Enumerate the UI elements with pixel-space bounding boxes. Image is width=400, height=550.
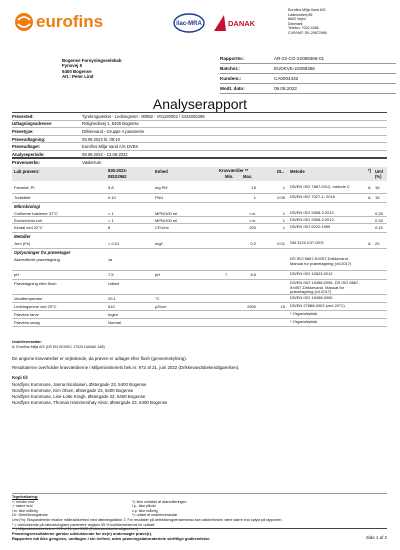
customer-line: Att.: Peter Lind [62,74,94,80]
copy-to-line: Nordfyns Kommune, Kim Olsen, Østergade 23, 5400 Bogense [12,387,134,393]
address-line: Eurofins Miljø Vand A/S [288,8,326,12]
table-row [12,271,387,280]
section-title: Oplysninger fra prøvetager [14,250,71,255]
sample-value: 09.08.2022 - 13.08.2022 [82,151,128,157]
header-unit: Enhed [155,169,168,174]
header-dl: DL. [277,169,284,174]
cell-name: Prøvens smag [14,320,40,325]
subcontractor-title: Underleverandør: [12,340,42,344]
cell-flag: A [368,185,371,190]
sample-value: Eurofins Miljø Vand A/S DVEK [82,144,139,150]
cell-method: DS/EN ISO 7887:2012, metode C [290,184,350,189]
legend-item: *): ikke omfattet af akkrediteringen [132,499,187,504]
sample-info [12,112,387,159]
cell-result: 5.8 [108,185,114,190]
eurofins-logo-icon [14,12,34,32]
address-line: Telefon: 7022 4266 [288,26,319,31]
table-section-heading [12,233,387,240]
cell-unit: pH [155,272,161,277]
ilac-mra-icon [172,12,206,34]
header-max: Max. [243,174,253,179]
copy-to-line: Nordfyns Kommune, Janna Nicolaisen, Østergade 23, 5400 Bogense [12,381,147,387]
table-row [12,311,387,319]
cell-unit: FNU [155,195,164,200]
danak-logo [212,11,256,35]
customer-line: Fynsvej 5 [62,63,83,69]
cell-name: Prøvetagning efter flush [14,281,57,286]
lab-address [288,8,396,36]
cell-dl: 1 [282,211,285,216]
meta-row [220,84,396,94]
sample-value: Drikkevand - Gruppe A parametre [82,128,145,134]
cell-method: DS/EN ISO 19458:2006, DS ISO 5667-5:MST-Drikkevand. Manual for prøvetagning (v4:2017) [290,280,360,295]
sample-row [12,136,387,144]
table-row [12,240,387,249]
cell-name: Vandtemperatur [14,296,43,301]
danak-icon [212,11,256,35]
sample-key: Prøveudtager: [12,144,41,150]
cell-method: DS/EN ISO 10523:2012 [290,271,333,276]
customer-address [62,58,182,80]
cell-unit: mg Pt/l [155,185,168,190]
sample-row [12,143,387,151]
cell-result: 7.5 [108,272,114,277]
cell-u: 0.15 [375,225,383,230]
copy-to-line: Nordfyns Kommune, Thomas Hammershøy Alnor, Østergade 23, 5400 Bogense [12,400,168,406]
cell-method: * Organoleptisk [290,319,318,324]
table-row [12,280,387,295]
reproduction-note: Rapporten må ikke gengives, undtagen i sin helhed, uden prøvningslaboratoriets skriftlige godkendelse. [12,536,211,541]
cell-name: Akkrediteret prøvetagning [14,257,60,262]
cell-unit: MPN/100 ml [155,211,178,216]
cell-method: DS/EN ISO 7027-1: 2016 [290,194,335,199]
table-row [12,303,387,311]
remark: De angivne kravværdier er vejledende, da prøven er udtaget efter flush (gennemskylning). [12,356,187,361]
cell-dl: 0.05 [277,195,285,200]
copy-to-line: Nordfyns Kommune, Lise-Lotte Kragh, Østergade 23, 5400 Bogense [12,394,146,400]
cell-name: Ledningsevne ved 20°C [14,304,57,309]
table-section-heading [12,203,387,210]
remark: Resultaterne overholder kravværdierne i Miljøministeriets bek.nr. 972 af 21. juni 2022 (Drikkevandsbekendtgørelsen). [12,365,240,371]
customer-line: Bogense Forsyningsselskab [62,58,122,63]
cell-unit: CFU/ml [155,225,169,230]
meta-value: AR-22-CG-22088366-01 [274,56,325,61]
table-section-heading [12,249,387,256]
cell-dl: 1 [282,225,285,230]
cell-flag: A [368,241,371,246]
sample-key: Prøveudtagning: [12,136,46,142]
page-bottom [12,528,387,541]
section-title: Mikrobiologi [14,204,41,209]
sample-mark-key: Prøvemærke: [12,159,41,165]
cell-result: Ingen [108,312,119,317]
results-table-body [12,184,387,327]
ilac-mra-logo [172,12,206,34]
cell-result: < 0.01 [108,241,120,246]
cell-u: 0.25 [375,218,383,223]
header-uncertainty: Uml (%) [375,169,383,179]
cell-result: < 1 [108,211,114,216]
cell-max: 8.5 [250,272,256,277]
cell-name: Escherichia coli [14,218,42,223]
cell-name: Prøvens farve [14,312,39,317]
header-lab-number: Lab prøvenr: [14,169,40,174]
legend-item: *): udført af underleverandør [132,513,178,518]
eurofins-wordmark: eurofins [36,12,104,31]
legend-note: ** ) Miljøministeriets bek.nr. 972 af 21. juni 2022 (Drikkevandsbekendtgørelsen) [12,527,139,532]
header-result-bottom: 08102962 [108,174,127,179]
cell-max: i.m. [249,218,256,223]
sample-key: Udtagningsadresse: [12,121,53,127]
sample-row [12,113,387,121]
subcontractor-line: A: Eurofins Miljø A/S (DS EN ISO/IEC 17025 DANAK 168) [12,345,105,349]
cell-method: DS/EN 27888:2003 (ved 20°C) [290,303,345,308]
header-min: Min. [225,174,234,179]
cell-name: pH [14,272,20,277]
header-limits: Kravværdier ** [219,168,249,173]
svg-text:DANAK: DANAK [228,19,256,28]
cell-unit: µS/cm [155,304,167,309]
legend-item: >: større end [12,504,33,509]
meta-value: CA0004432 [274,76,299,81]
legend-note: * ): Udelukkende på mikrobiologiske parametre angives 95 % konfidensinterval for uofsæt. [12,522,156,527]
table-row [12,194,387,203]
cell-max: i.m. [249,211,256,216]
page-title: Analyserapport [152,96,248,112]
sample-row [12,128,387,136]
cell-result: < 1 [108,218,114,223]
cell-name: Turbiditet [14,195,31,200]
report-meta [220,54,396,94]
cell-method: DS/EN ISO 6222:1999 [290,224,331,229]
cell-dl: 0.01 [277,241,285,246]
cell-max: 200 [249,225,256,230]
cell-flag: A [368,195,371,200]
address-line: CVR/VAT: DK-29872980 [288,30,327,35]
meta-value: 09.08.2022 [274,86,297,91]
report-footer [12,340,387,406]
cell-method: DS/EN ISO 19458:2006 [290,295,333,300]
table-row [12,319,387,327]
sample-key: Analyseperiode: [12,151,45,157]
cell-u: 15 [375,195,380,200]
sample-row [12,121,387,129]
legend-item: DL: Detektionsgrænse [12,513,48,518]
cell-method: DS/EN ISO 9308-2:2012 [290,210,334,215]
sample-mark-value: Vaskerum [82,159,102,165]
cell-u: 15 [375,185,380,190]
address-line: 6600 Vejen [288,17,306,22]
cell-result: 510 [108,304,115,309]
cell-max: 15 [251,185,256,190]
cell-method: SM 3120 ICP-OES [290,240,324,245]
legend-note: Uml (%): Ekspanderede relative måleusikkerhed med dækningsfaktor 2. For resultater på detektionsgrænseniveau kan usikkerheden være større end oplyst på rapporten. [12,517,283,522]
cell-name: Coliforme bakterier 37°C [14,211,58,216]
meta-key: Kundenr.: [220,76,242,81]
cell-unit: mg/l [155,241,163,246]
cell-name: Jern (Fe) [14,241,31,246]
eurofins-logo [14,10,134,36]
cell-unit: °C [155,296,160,301]
cell-result: Udført [108,281,120,286]
legend-title: Tegnforklaring: [12,495,39,499]
sample-value: Tyrekrogværket - Ledningsnet - 80982 - V01100002 / 4423000299 [82,113,205,119]
cell-result: 8 [108,225,111,230]
sample-value: Rolighedsvej 1, 5400 Bogense [82,121,139,127]
cell-name: Farvetal, Pt [14,185,35,190]
cell-dl: 15 [280,304,285,309]
address-line: Ladelundvej 85 [288,12,313,17]
cell-unit: MPN/100 ml [155,218,178,223]
legend-item: <: mindre end [12,499,35,504]
legend-item: i.m: ikke målelig [12,508,38,513]
cell-u: 20 [375,241,380,246]
header-result-top: 835-2022- [108,168,128,173]
cell-max: 1 [253,195,256,200]
cell-u: 0.25 [375,211,383,216]
page-number: Side 1 af 2 [366,535,387,540]
cell-result: 0.10 [108,195,116,200]
cell-max: 0.2 [250,241,256,246]
cell-dl: 1 [282,218,285,223]
svg-text:ilac-MRA: ilac-MRA [176,21,202,27]
table-row [12,184,387,194]
sample-key: Prøvested: [12,113,34,119]
cell-result: Ja [108,257,113,262]
cell-result: 20.1 [108,296,116,301]
validity-note: Prøvningsresultaterne gælder udelukkende for de(n) undersøgte prøve(r). [12,531,153,536]
table-row [12,295,387,303]
header-flag: *) [368,168,372,173]
cell-method: DS/EN ISO 9308-2:2012 [290,217,334,222]
meta-key: Rapportnr.: [220,56,245,61]
sample-mark [12,157,387,166]
table-row [12,224,387,233]
cell-method: DS ISO 5667-5:MST-Drikkevand. Manual for prøvetagning (v4:2017) [290,256,352,266]
results-table-header [12,167,387,181]
meta-key: Batchnr.: [220,66,240,71]
address-line: Danmark [288,21,303,26]
cell-method: * Organoleptisk [290,311,318,316]
legend-item: c.p: ikke målelig [132,508,158,513]
table-row [12,210,387,217]
legend [12,493,387,532]
table-row [12,217,387,224]
meta-row [220,54,396,64]
cell-result: Normal [108,320,121,325]
cell-max: 2500 [247,304,256,309]
copy-to-title: Kopi til: [12,375,29,381]
meta-row [220,74,396,84]
cell-min: 7 [225,272,228,277]
meta-key: Modt. dato: [220,86,245,91]
meta-value: EUDKVE-22088366 [274,66,315,71]
cell-name: Kimtal ved 22°C [14,225,43,230]
sample-key: Prøvetype: [12,128,34,134]
sample-value: 09.08.2022 kl. 09:10 [82,136,120,142]
header-method: Metode [290,169,305,174]
customer-line: 5400 Bogense [62,68,92,74]
meta-row [220,64,396,74]
section-title: Metaller [14,234,31,239]
table-row [12,256,387,271]
cell-dl: 1 [282,185,285,190]
legend-item: l.p.: ikke påvist [132,504,156,509]
